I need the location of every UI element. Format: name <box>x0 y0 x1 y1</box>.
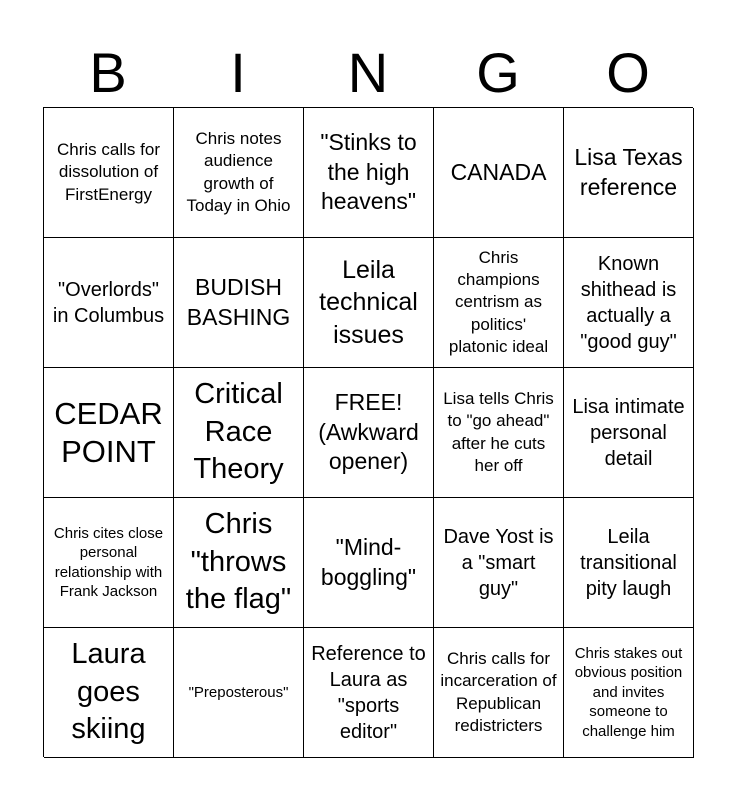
bingo-header <box>43 38 693 108</box>
bingo-cell[interactable]: Dave Yost is a "smart guy" <box>434 498 564 628</box>
bingo-cell[interactable]: Critical Race Theory <box>174 368 304 498</box>
bingo-cell[interactable]: Chris stakes out obvious position and invites someone to challenge him <box>564 628 694 758</box>
header-letter-g: G <box>476 41 520 104</box>
free-space-cell[interactable]: FREE! (Awkward opener) <box>304 368 434 498</box>
bingo-cell[interactable]: "Overlords" in Columbus <box>44 238 174 368</box>
bingo-cell[interactable]: Chris calls for dissolution of FirstEnergy <box>44 108 174 238</box>
header-letter-o: O <box>606 41 650 104</box>
bingo-cell[interactable]: Lisa tells Chris to "go ahead" after he cuts her off <box>434 368 564 498</box>
bingo-cell[interactable]: Leila technical issues <box>304 238 434 368</box>
bingo-board <box>43 107 693 757</box>
bingo-cell[interactable]: Chris calls for incarceration of Republican redistricters <box>434 628 564 758</box>
header-letter-b: B <box>89 41 127 104</box>
bingo-cell[interactable]: CANADA <box>434 108 564 238</box>
bingo-cell[interactable]: Chris notes audience growth of Today in Ohio <box>174 108 304 238</box>
bingo-cell[interactable]: Chris champions centrism as politics' platonic ideal <box>434 238 564 368</box>
bingo-cell[interactable]: BUDISH BASHING <box>174 238 304 368</box>
header-letter-n: N <box>347 41 389 104</box>
bingo-cell[interactable]: Chris cites close personal relationship with Frank Jackson <box>44 498 174 628</box>
header-letter-i: I <box>230 41 246 104</box>
bingo-cell[interactable]: Lisa Texas reference <box>564 108 694 238</box>
bingo-cell[interactable]: Leila transitional pity laugh <box>564 498 694 628</box>
bingo-cell[interactable]: Known shithead is actually a "good guy" <box>564 238 694 368</box>
bingo-cell[interactable]: Lisa intimate personal detail <box>564 368 694 498</box>
bingo-cell[interactable]: Laura goes skiing <box>44 628 174 758</box>
bingo-cell[interactable]: "Stinks to the high heavens" <box>304 108 434 238</box>
bingo-cell[interactable]: CEDAR POINT <box>44 368 174 498</box>
bingo-cell[interactable]: "Mind-boggling" <box>304 498 434 628</box>
bingo-cell[interactable]: "Preposterous" <box>174 628 304 758</box>
bingo-cell[interactable]: Chris "throws the flag" <box>174 498 304 628</box>
bingo-cell[interactable]: Reference to Laura as "sports editor" <box>304 628 434 758</box>
